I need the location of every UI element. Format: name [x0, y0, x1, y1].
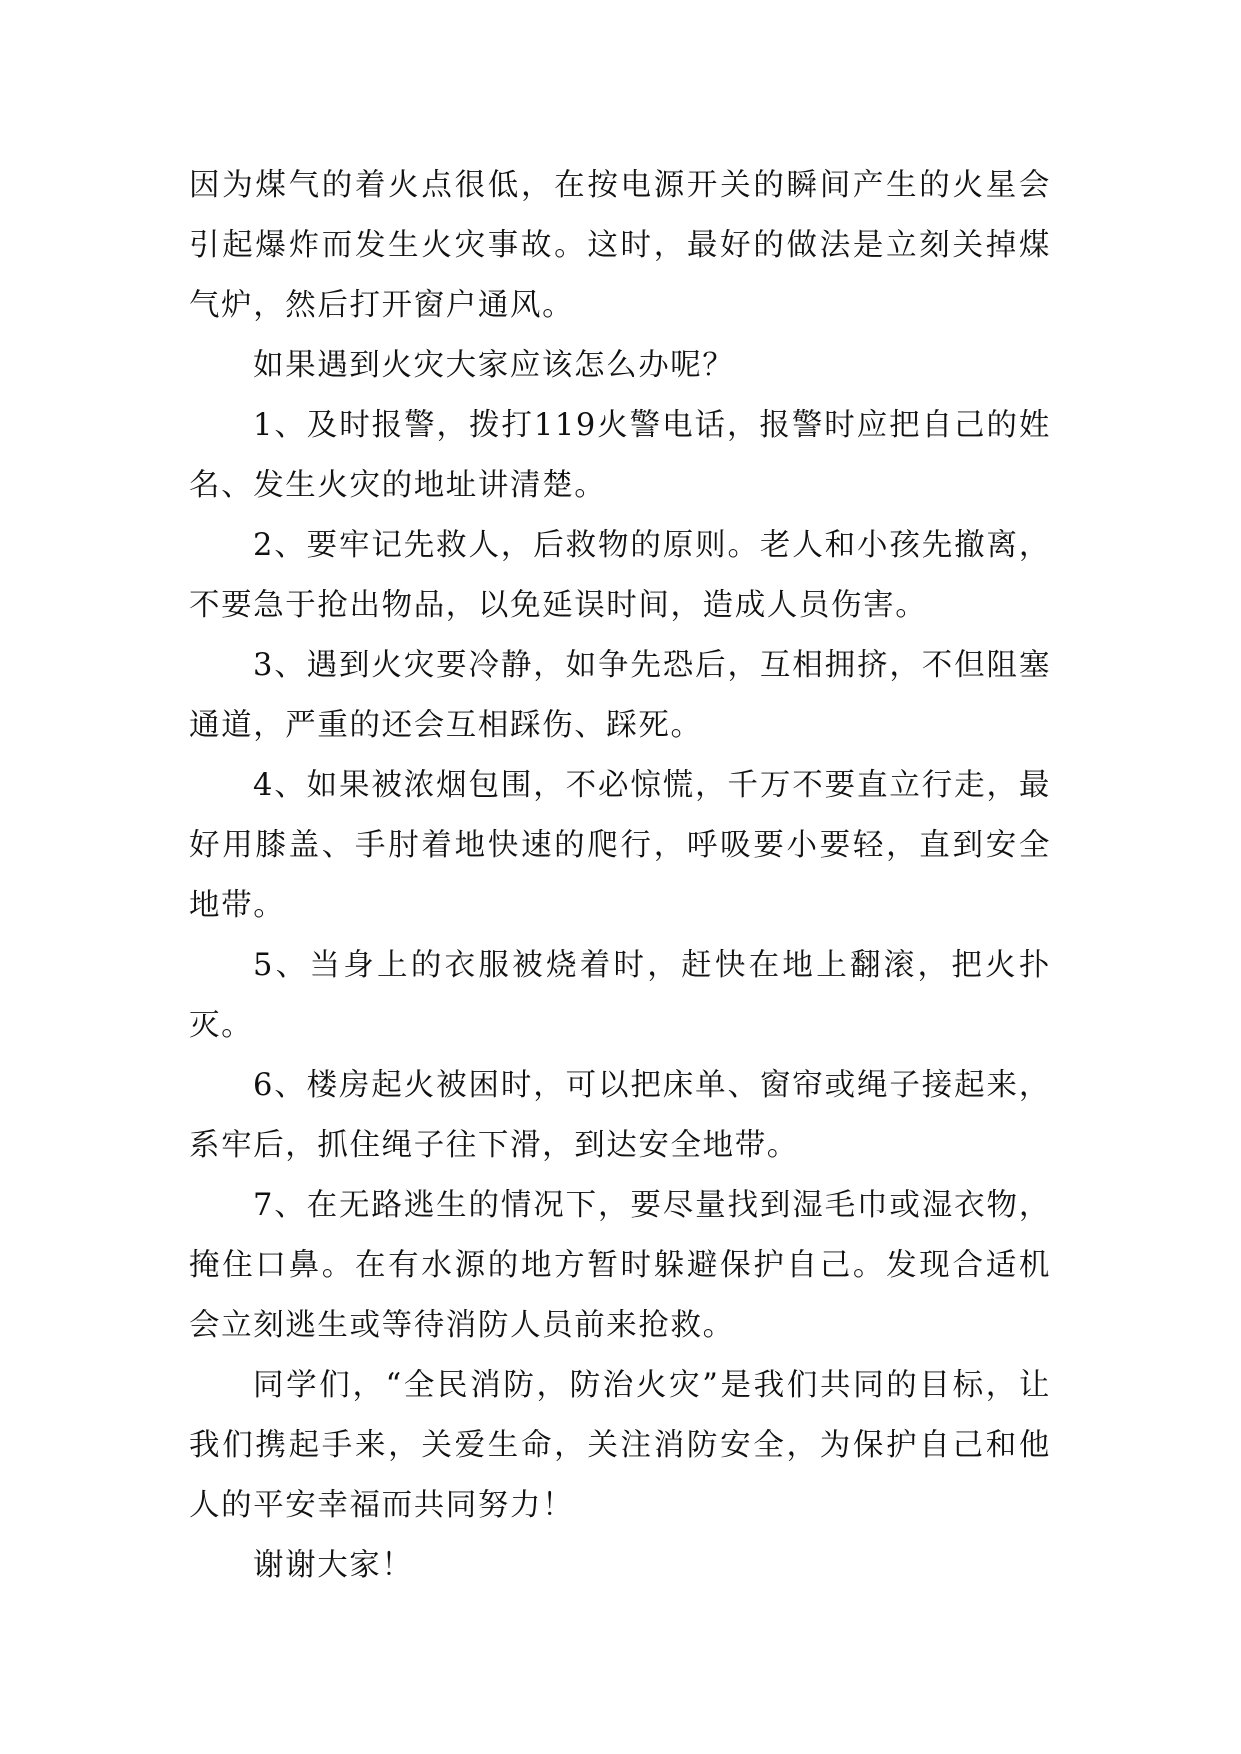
- paragraph-item-1: 1、及时报警，拨打119火警电话，报警时应把自己的姓名、发生火灾的地址讲清楚。: [189, 408, 1051, 503]
- paragraph-item-4: 4、如果被浓烟包围，不必惊慌，千万不要直立行走，最好用膝盖、手肘着地快速的爬行，呼吸要小要轻，直到安全地带。: [189, 768, 1051, 923]
- paragraph-item-3: 3、遇到火灾要冷静，如争先恐后，互相拥挤，不但阻塞通道，严重的还会互相踩伤、踩死。: [189, 648, 1051, 743]
- paragraph-question: 如果遇到火灾大家应该怎么办呢？: [253, 348, 735, 383]
- paragraph-closing-call: 同学们，“全民消防，防治火灾”是我们共同的目标，让我们携起手来，关爱生命，关注消防安全，为保护自己和他人的平安幸福而共同努力！: [189, 1368, 1051, 1523]
- paragraph-item-7: 7、在无路逃生的情况下，要尽量找到湿毛巾或湿衣物，掩住口鼻。在有水源的地方暂时躲避保护自己。发现合适机会立刻逃生或等待消防人员前来抢救。: [189, 1188, 1051, 1343]
- paragraph-gas-explanation: 因为煤气的着火点很低，在按电源开关的瞬间产生的火星会引起爆炸而发生火灾事故。这时，最好的做法是立刻关掉煤气炉，然后打开窗户通风。: [189, 168, 1051, 323]
- paragraph-item-5: 5、当身上的衣服被烧着时，赶快在地上翻滚，把火扑灭。: [189, 948, 1051, 1043]
- paragraph-thanks: 谢谢大家！: [253, 1548, 414, 1583]
- paragraph-item-6: 6、楼房起火被困时，可以把床单、窗帘或绳子接起来，系牢后，抓住绳子往下滑，到达安全地带。: [189, 1068, 1051, 1163]
- document-body: [189, 156, 1051, 1596]
- paragraph-item-2: 2、要牢记先救人，后救物的原则。老人和小孩先撤离，不要急于抢出物品，以免延误时间，造成人员伤害。: [189, 528, 1051, 623]
